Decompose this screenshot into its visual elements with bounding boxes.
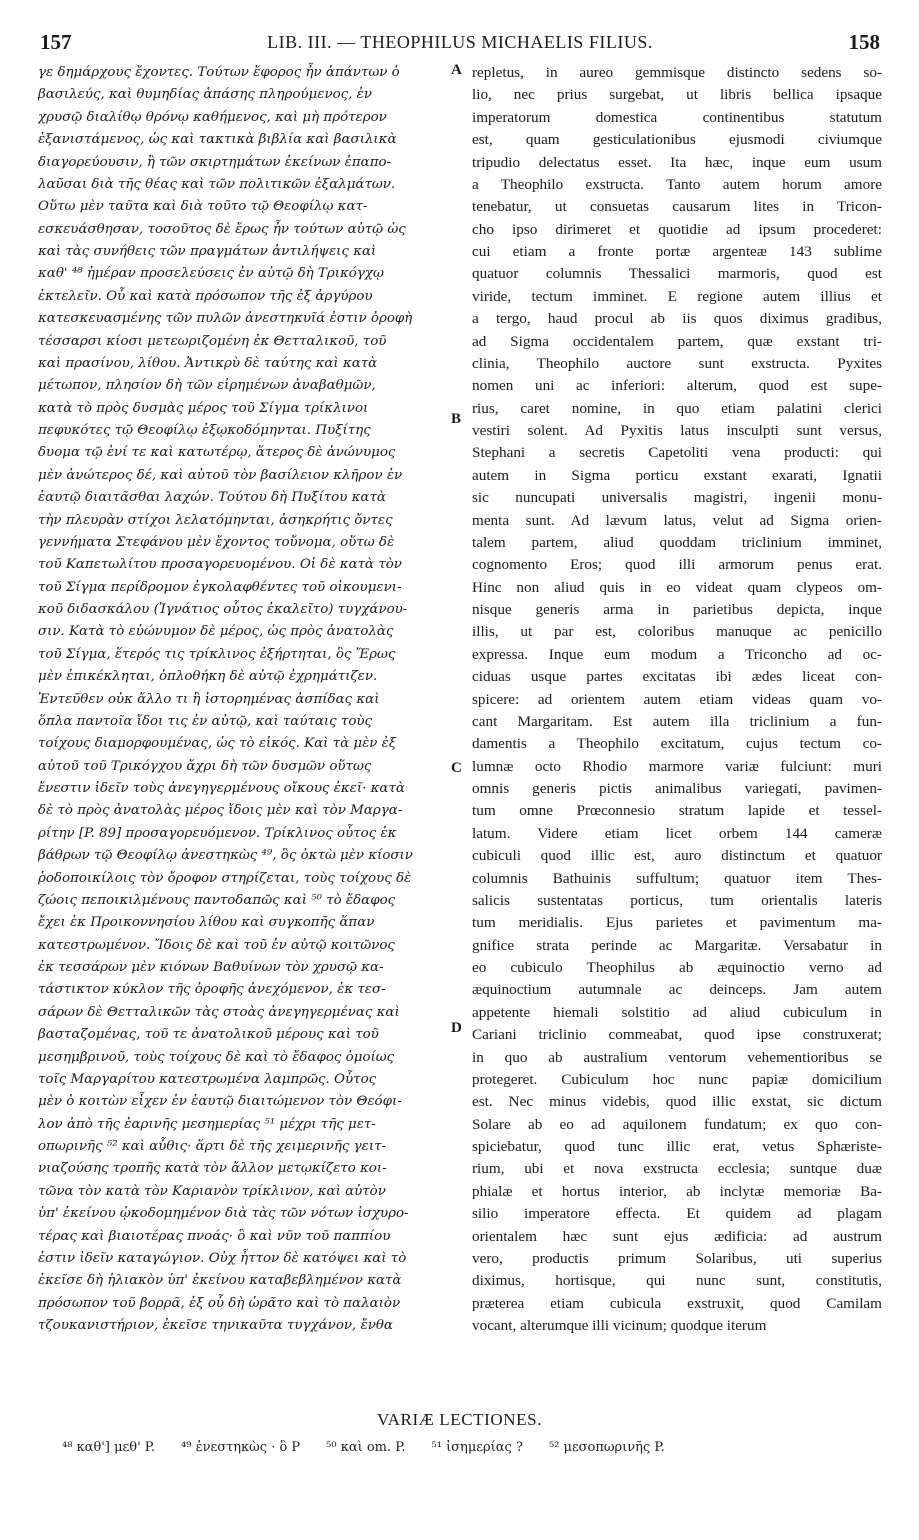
latin-text-line: cubiculi quod illic est, auro distinctum et quatuor <box>472 847 882 865</box>
latin-text-line: Solare ab eo ad aquilonem fundatum; ex quo con- <box>472 1115 882 1133</box>
greek-text-line: ἐκεῖσε δὴ ἡλιακὸν ὑπ' ἐκείνου καταβεβλημένον κατὰ <box>38 1273 402 1289</box>
latin-text-line: est, quam gesticulationibus ejusmodi civiumque <box>472 131 882 149</box>
greek-text-line: δυομα τῷ ἑνί τε καὶ κατωτέρῳ, ἅτερος δὲ ἀνώνυμος <box>38 445 396 461</box>
greek-text-line: χρυσῷ διαλίθῳ θρόνῳ καθήμενος, καὶ μὴ πρότερον <box>38 109 387 125</box>
variant-note: ⁴⁸ καθ'] μεθ' P. <box>62 1440 156 1455</box>
latin-text-line: cui etiam a fronte portæ argenteæ 143 sublime <box>472 243 882 260</box>
greek-text-line: ἐκ τεσσάρων μὲν κιόνων Βαθυίνων τὸν χρυσῷ κα- <box>38 960 384 975</box>
running-title: LIB. III. — THEOPHILUS MICHAELIS FILIUS. <box>267 32 653 52</box>
latin-text-line: sic nuncupati universalis magistri, ingenii monu- <box>472 489 882 507</box>
variant-note: ⁵¹ ἰσημερίας ? <box>431 1440 523 1455</box>
greek-text-line: Οὕτω μὲν ταῦτα καὶ διὰ τοῦτο τῷ Θεοφίλῳ κατ- <box>38 199 368 215</box>
latin-text-line: expressa. Inque eum modum a Triconcho ad oc- <box>472 645 882 663</box>
greek-text-line: ρίτην [P. 89] προσαγορευόμενον. Τρίκλινος οὗτος ἐκ <box>38 825 397 841</box>
greek-text-line: ἔχει ἐκ Προικοννησίου λίθου καὶ συγκοπῆς ἅπαν <box>38 915 375 931</box>
variae-lectiones-heading: VARIÆ LECTIONES. <box>376 1410 543 1429</box>
latin-text-line: autem in Sigma porticu exstant exarati, Ignatii <box>472 466 882 484</box>
greek-text-line: ζώοις πεποικιλμένους παντοδαπῶς καὶ ⁵⁰ τὸ ἔδαφος <box>38 892 396 908</box>
latin-text-line: vero, productis primum Solaribus, uti superius <box>472 1249 882 1267</box>
variant-note: ⁵⁰ καὶ om. P. <box>326 1440 406 1455</box>
latin-text-line: lio, nec prius surgebat, ut libris bellica ipsaque <box>472 86 882 104</box>
latin-text-line: nisque generis arma in parietibus depicta, inque <box>472 601 882 618</box>
latin-text-line: appetente hiemali solstitio ad aliud cubiculum in <box>472 1003 882 1021</box>
latin-text-line: orientalem hæc sunt ejus ædificia: ad austrum <box>472 1227 882 1245</box>
latin-text-line: repletus, in aureo gemmisque distincto sedens so- <box>472 64 882 81</box>
latin-text-line: cant Margaritam. Est autem illa triclinium a fun- <box>472 712 882 730</box>
latin-text-line: menta sunt. Ad lævum latus, velut ad Sigma orien- <box>472 511 882 529</box>
latin-text-line: præterea etiam cubicula exstruxit, quod Camilam <box>472 1294 882 1312</box>
greek-text-line: τζουκανιστήριον, ἐκεῖσε τηνικαῦτα τυγχάνον, ἔνθα <box>38 1318 393 1333</box>
greek-text-line: κατεσκευασμένης τῶν πυλῶν ἀνεστηκυῖά ἐστιν ὀροφὴ <box>38 311 413 327</box>
greek-text-line: τοῦ Καπετωλίτου προσαγορευομένου. Οἱ δὲ κατὰ τὸν <box>38 557 402 573</box>
greek-text-line: ἑαυτῷ διαιτᾶσθαι λαχών. Τούτου δὴ Πυξίτου κατὰ <box>38 490 386 506</box>
greek-text-line: μέτωπον, πλησίον δὴ τῶν εἰρημένων ἀναβαθμῶν, <box>38 378 376 394</box>
greek-text-line: τῶνα τὸν κατὰ τὸν Καριανὸν τρίκλινον, καὶ αὐτὸν <box>38 1183 386 1199</box>
greek-text-line: τὴν πλευρὰν στίχοι λελατόμηνται, ἀσηκρήτις ὄντες <box>38 512 393 528</box>
greek-text-line: οπωρινῆς ⁵² καὶ αὖθις· ἅρτι δὲ τῆς χειμερινῆς γειτ- <box>38 1139 387 1154</box>
latin-text-line: spicere: ad orientem autem etiam videas quam vo- <box>472 690 882 708</box>
greek-text-line: κατεστρωμένον. Ἴδοις δὲ καὶ τοῦ ἐν αὐτῷ κοιτῶνος <box>38 937 395 953</box>
greek-text-line: πεφυκότες τῷ Θεοφίλῳ ἐξῳκοδόμηνται. Πυξίτης <box>38 423 371 438</box>
latin-text-line: cho ipso dirimeret et quotidie ad ipsum procederet: <box>472 220 882 238</box>
latin-text-line: Stephani a secretis Capetoliti vena producti: qui <box>472 444 882 462</box>
greek-text-line: γε δημάρχους ἔχοντες. Τούτων ἔφορος ἦν ἁπάντων ὁ <box>38 65 400 80</box>
latin-text-line: omnis generis pictis animalibus variegati, pavimen- <box>472 780 882 797</box>
margin-letter-c: C <box>451 760 462 776</box>
latin-text-line: nomen uni ac inferiori: alterum, quod est supe- <box>472 377 882 395</box>
latin-text-line: viride, tectum imminet. E regione autem illius et <box>472 287 882 305</box>
latin-text-line: rius, caret nomine, in quo etiam palatini clerici <box>472 399 882 417</box>
latin-text-line: imperatorum domestica continentibus statutum <box>472 108 882 126</box>
greek-text-line: λον ἀπὸ τῆς ἐαρινῆς μεσημερίας ⁵¹ μέχρι τῆς μετ- <box>38 1116 376 1132</box>
variant-note: ⁵² μεσοπωρινῆς P. <box>548 1440 665 1455</box>
latin-text-line: damentis a Theophilo excitatum, cujus tectum co- <box>472 735 882 753</box>
latin-text-line: illis, ut par est, coloribus manuque ac penicillo <box>472 623 882 641</box>
latin-text-line: eo cubiculo Theophilus ab æquinoctio verno ad <box>472 959 882 976</box>
latin-text-line: cognomento Eros; quod illi armorum penus erat. <box>472 556 882 574</box>
greek-text-line: μὲν ὁ κοιτὼν εἶχεν ἐν ἑαυτῷ διαιτώμενον τὸν Θεόφι- <box>38 1094 402 1110</box>
margin-letter-d: D <box>451 1020 462 1036</box>
latin-text-line: protegeret. Cubiculum hoc nunc papiæ domicilium <box>472 1070 882 1088</box>
latin-column <box>472 62 882 1337</box>
latin-text-line: lumnæ octo Rhodio marmore variæ fulciunt: muri <box>472 757 882 775</box>
latin-text-line: vestiri solent. Ad Pyxitis latus insculpti sunt versus, <box>472 422 882 439</box>
latin-text-line: est. Nec minus videbis, quod illic exstat, sic dictum <box>472 1093 882 1111</box>
latin-text-line: tripudio delectatus esset. Ita hæc, inque eum usum <box>472 153 882 171</box>
greek-text-line: καὶ πρασίνου, λίθου. Ἀντικρὺ δὲ ταύτης καὶ κατὰ <box>38 355 378 371</box>
latin-text-line: diximus, hortisque, qui nunc sunt, constitutis, <box>472 1272 882 1290</box>
latin-text-line: tum omne Prœconnesio stratum lapide et tessel- <box>472 802 882 820</box>
greek-text-line: ἔνεστιν ἰδεῖν τοὺς ἀνεγηγερμένους οἴκους ἐκεῖ· κατὰ <box>38 781 405 796</box>
latin-text-line: tum meridialis. Ejus parietes et pavimentum ma- <box>472 914 882 932</box>
greek-text-line: αὐτοῦ τοῦ Τρικόγχου ἄχρι δὴ τῶν δυσμῶν οὕτως <box>38 758 372 774</box>
page-header <box>40 30 880 60</box>
latin-text-line: ad Sigma occidentalem partem, quæ exstant tri- <box>472 332 882 350</box>
latin-text-line: clinia, Theophilo auctore sunt exstructa. Pyxites <box>472 354 882 372</box>
greek-text-line: μεσημβρινοῦ, τοὺς τοίχους δὲ καὶ τὸ ἔδαφος ὁμοίως <box>38 1049 395 1065</box>
greek-text-line: τοίχους διαμορφουμένας, ὡς τὸ εἰκός. Καὶ τὰ μὲν ἐξ <box>38 736 397 752</box>
latin-text-line: vocant, alterumque illi vicinum; quodque iterum <box>472 1317 767 1334</box>
variant-note: ⁴⁹ ἐνεστηκὼς · ὃ P <box>181 1440 301 1455</box>
greek-text-line: ὑπ' ἐκείνου ᾠκοδομημένον διὰ τὰς τῶν νότων ἰσχυρο- <box>38 1206 409 1222</box>
greek-text-line: κοῦ διδασκάλου (Ἰγνάτιος οὗτος ἐκαλεῖτο) τυγχάνου- <box>38 602 408 617</box>
greek-text-line: τοῖς Μαργαρίτου κατεστρωμένα λαμπρῶς. Οὗτος <box>38 1071 377 1087</box>
greek-text-line: κατὰ τὸ πρὸς δυσμὰς μέρος τοῦ Σίγμα τρίκλινοι <box>38 400 369 416</box>
latin-text-line: phialæ et hortus interior, ab inclytæ memoriæ Ba- <box>472 1182 882 1200</box>
greek-text-line: ῥοδοποικίλοις τὸν ὄροφον στηρίζεται, τοὺς τοίχους δὲ <box>38 870 412 886</box>
greek-text-line: ἐξανιστάμενος, ὡς καὶ τακτικὰ βιβλία καὶ βασιλικὰ <box>38 132 397 148</box>
greek-column <box>38 62 465 1337</box>
page-number-right: 158 <box>848 30 880 54</box>
greek-text-line: καὶ τὰς συνήθεις τῶν πραγμάτων ἀντιλήψεις καὶ <box>38 244 377 259</box>
greek-text-line: βασιλεύς, καὶ θυμηδίας ἁπάσης πληρούμενος, ἐν <box>38 87 372 103</box>
latin-text-line: latum. Videre etiam licet orbem 144 cameræ <box>472 824 882 842</box>
margin-letter-b: B <box>451 411 462 427</box>
latin-text-line: spiciebatur, quod tunc illic erat, vetus Sphæriste- <box>472 1138 882 1155</box>
greek-text-line: μὲν ἐπικέκληται, ὁπλοθήκη δὲ αὐτῷ ἐχρημάτιζεν. <box>38 669 378 685</box>
latin-text-line: Hinc non aliud quis in eo videat quam clypeos om- <box>472 578 882 596</box>
latin-text-line: gnifice strata perinde ac Margaritæ. Versabatur in <box>472 936 882 954</box>
latin-text-line: ciduas usque partes excitatas ibi ædes liceat con- <box>472 668 882 686</box>
greek-text-line: τοῦ Σίγμα, ἕτερός τις τρίκλινος ἐξήρτηται, ὃς Ἔρως <box>38 646 396 662</box>
greek-text-line: σιν. Κατὰ τὸ εὐώνυμον δὲ μέρος, ὡς πρὸς ἀνατολὰς <box>38 624 394 640</box>
greek-text-line: βασταζομένας, τοῦ τε ἀνατολικοῦ μέρους καὶ τοῦ <box>38 1027 379 1043</box>
latin-text-line: a tergo, haud procul ab iis quos diximus gradibus, <box>472 310 882 328</box>
page-number-left: 157 <box>40 30 72 54</box>
latin-text-line: talem partem, aliud quoddam triclinium imminet, <box>472 533 882 551</box>
greek-text-line: εσκευάσθησαν, τοσοῦτος δὲ ἔρως ἦν τούτων αὐτῷ ὡς <box>38 221 406 237</box>
greek-text-line: βάθρων τῷ Θεοφίλῳ ἀνεστηκὼς ⁴⁹, ὃς ὀκτὼ μὲν κίοσιν <box>38 848 413 864</box>
latin-text-line: quatuor columnis Thessalici marmoris, quod est <box>472 265 882 283</box>
latin-text-line: Cariani triclinio commeabat, quod ipse construxerat; <box>472 1026 882 1044</box>
greek-text-line: γεννήματα Στεφάνου μὲν ἔχοντος τοὔνομα, οὕτω δὲ <box>38 534 395 550</box>
greek-text-line: ὅπλα παντοῖα ἴδοι τις ἐν αὐτῷ, καὶ ταύταις τοὺς <box>38 713 373 729</box>
greek-text-line: ἐκτελεῖν. Οὗ καὶ κατὰ πρόσωπον τῆς ἐξ ἀργύρου <box>38 288 373 304</box>
latin-text-line: a Theophilo exstructa. Tanto autem horum amore <box>472 175 882 193</box>
latin-text-line: silio imperatore effecta. Et quidem ad plagam <box>472 1205 882 1223</box>
greek-text-line: τέρας καὶ βιαιοτέρας πνοάς· ὃ καὶ νῦν τοῦ παππίου <box>38 1228 391 1244</box>
greek-text-line: νιαζούσης τροπῆς κατὰ τὸν ἄλλον μετῳκίζετο κοι- <box>38 1161 387 1177</box>
greek-text-line: Ἐντεῦθεν οὐκ ἄλλο τι ἢ ἱστορημένας ἀσπίδας καὶ <box>38 691 380 707</box>
latin-text-line: in quo ab australium ventorum vehementioribus se <box>472 1048 882 1066</box>
margin-letter-a: A <box>451 62 462 78</box>
greek-text-line: τάστικτον κύκλον τῆς ὀροφῆς ἀνεχόμενον, ἐκ τεσ- <box>38 982 386 998</box>
latin-text-line: tenebatur, ut consuetas causarum lites in Tricon- <box>472 198 882 216</box>
greek-text-line: ἐστιν ἰδεῖν καταγώγιον. Οὐχ ἧττον δὲ κατόψει καὶ τὸ <box>38 1250 407 1266</box>
greek-text-line: μὲν ἀνώτερος δέ, καὶ αὐτοῦ τὸν βασίλειον κλῆρον ἐν <box>38 467 403 483</box>
greek-text-line: πρόσωπον τοῦ βορρᾶ, ἐξ οὗ δὴ ὡρᾶτο καὶ τὸ παλαιὸν <box>38 1295 401 1311</box>
greek-text-line: λαῦσαι διὰ τῆς θέας καὶ τῶν πολιτικῶν ἐξαλμάτων. <box>38 176 396 192</box>
greek-text-line: σάρων δὲ Θετταλικῶν τὰς στοὰς ἀνεγηγερμένας καὶ <box>38 1004 400 1020</box>
greek-text-line: τοῦ Σίγμα περίδρομον ἐγκολαφθέντες τοῦ οἰκουμενι- <box>38 579 402 595</box>
latin-text-line: æquinoctium autumnale ac deinceps. Jam autem <box>472 981 882 999</box>
variant-readings <box>62 1440 892 1455</box>
greek-text-line: καθ' ⁴⁸ ἡμέραν προσελεύσεις ἐν αὐτῷ δὴ Τρικόγχῳ <box>38 266 384 282</box>
greek-text-line: διαγορεύουσιν, ἢ τῶν σκιρτημάτων ἐκείνων ἐπαπο- <box>38 154 392 170</box>
greek-text-line: τέσσαρσι κίοσι μετεωριζομένη ἐκ Θετταλικοῦ, τοῦ <box>38 333 387 349</box>
latin-text-line: salicis sustentatas porticus, tum orientalis lateris <box>472 891 882 909</box>
latin-text-line: columnis Bathuinis suffultum; quatuor item Thes- <box>472 869 882 887</box>
greek-text-line: δὲ τὸ πρὸς ἀνατολὰς μέρος ἴδοις μὲν καὶ τὸν Μαργα- <box>38 803 403 819</box>
latin-text-line: rium, ubi et nova exstructa ecclesia; suntque duæ <box>472 1160 882 1178</box>
